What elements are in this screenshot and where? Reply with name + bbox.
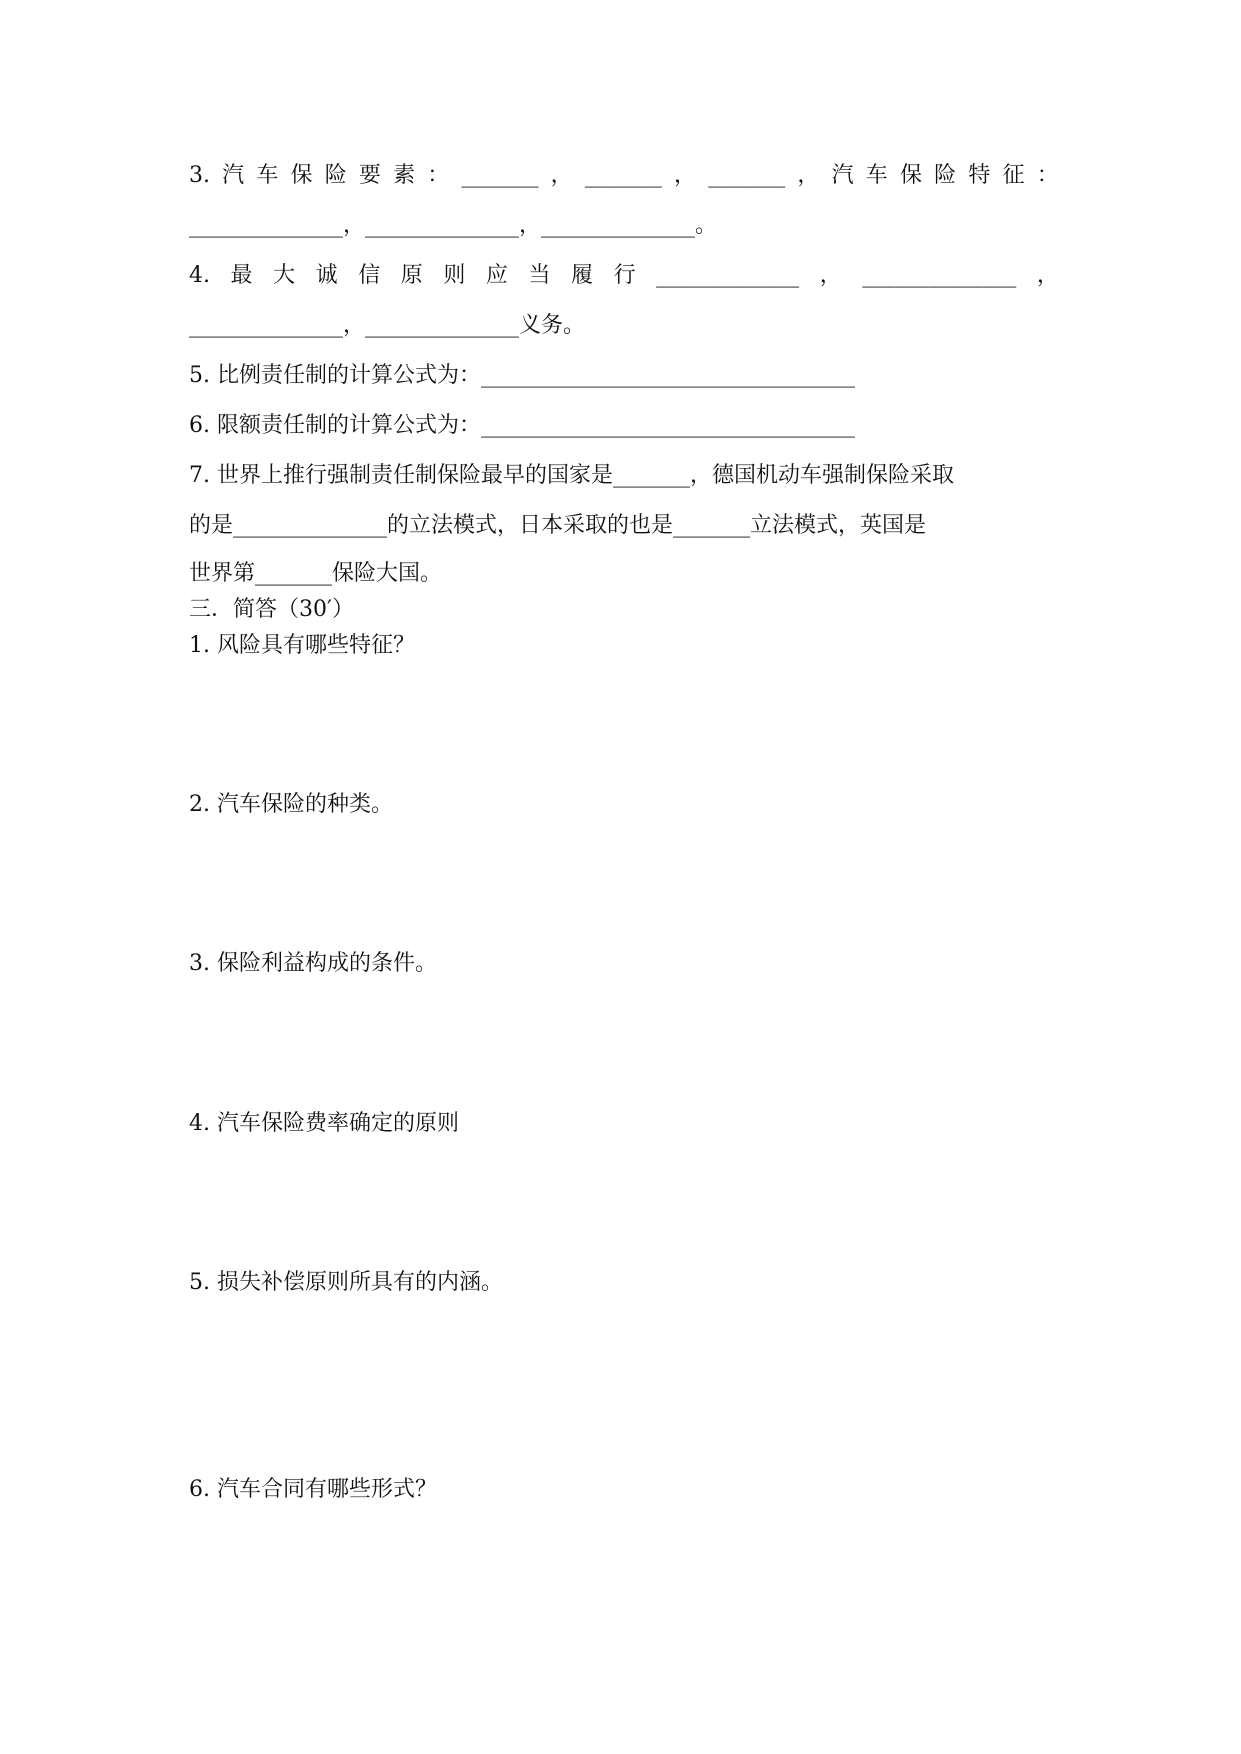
q4-line2: ______________，______________义务。	[189, 313, 586, 338]
question-4: 4. 汽车保险费率确定的原则	[189, 1111, 459, 1136]
q3-line2: ______________，______________，______________。	[189, 213, 718, 238]
blank[interactable]: _______	[461, 163, 539, 188]
blank[interactable]: ______________	[862, 263, 1017, 288]
q4-line1: 4. 最 大 诚 信 原 则 应 当 履 行 _____________ ， ______________ ，	[189, 263, 1059, 288]
section-heading: 三．简答（30′）	[189, 597, 354, 622]
q5: 5. 比例责任制的计算公式为：__________________________________	[189, 363, 855, 388]
blank[interactable]: _____________	[656, 263, 800, 288]
q7-line2: 的是______________的立法模式，日本采取的也是_______立法模式，英国是	[189, 513, 927, 538]
question-5: 5. 损失补偿原则所具有的内涵。	[189, 1270, 503, 1295]
q6: 6. 限额责任制的计算公式为：__________________________________	[189, 413, 855, 438]
question-6: 6. 汽车合同有哪些形式？	[189, 1477, 437, 1502]
question-1: 1. 风险具有哪些特征？	[189, 633, 415, 658]
blank[interactable]: _______	[708, 163, 786, 188]
blank[interactable]: _______	[584, 163, 662, 188]
q7-line1: 7. 世界上推行强制责任制保险最早的国家是_______，德国机动车强制保险采取	[189, 463, 954, 488]
q3-line1: 3. 汽 车 保 险 要 素 ： _______ ， _______ ， _______ ， 汽 车 保 险 特 征 ：	[189, 163, 1059, 188]
question-2: 2. 汽车保险的种类。	[189, 792, 393, 817]
question-3: 3. 保险利益构成的条件。	[189, 951, 437, 976]
q7-line3: 世界第_______保险大国。	[189, 561, 443, 586]
